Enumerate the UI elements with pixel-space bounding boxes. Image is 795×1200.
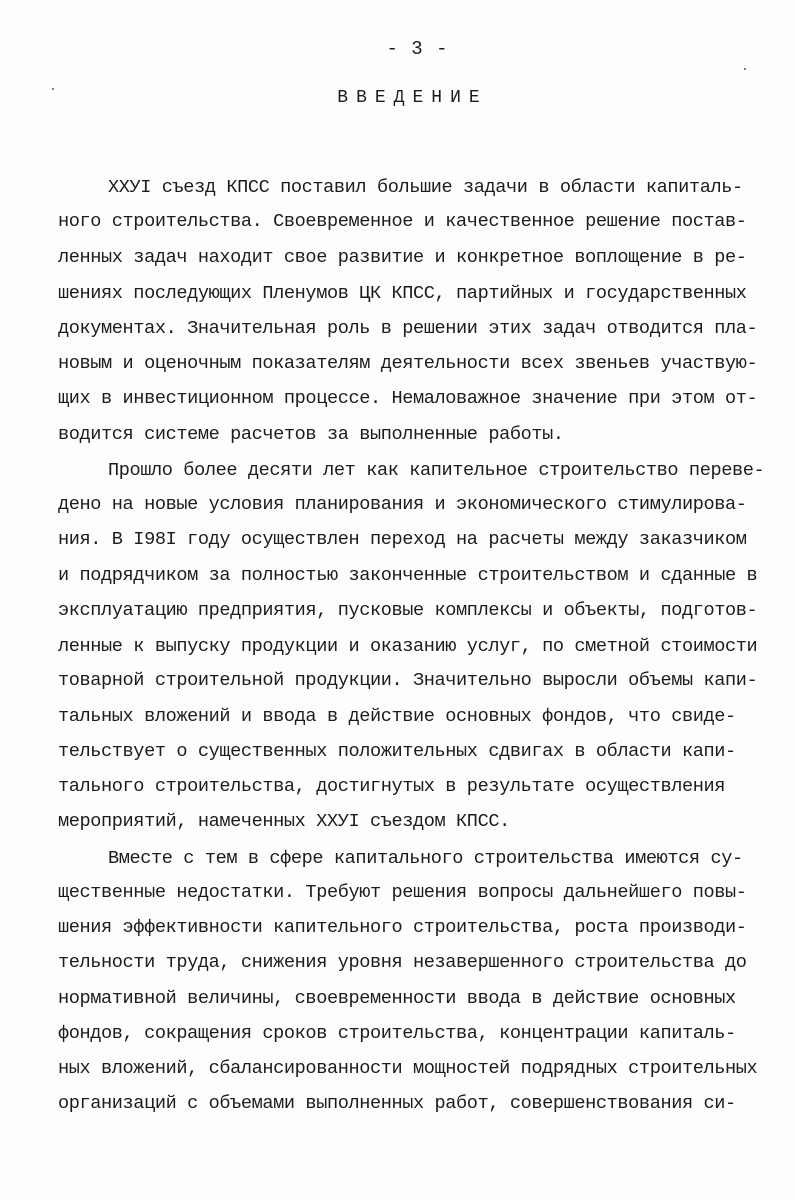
text-line: Прошло более десяти лет как капительное строительство переве-: [108, 460, 765, 481]
text-line: мероприятий, намеченных XXУI съездом КПСС.: [58, 811, 510, 832]
text-line: ния. В I98I году осуществлен переход на расчеты между заказчиком: [58, 529, 747, 550]
text-line: и подрядчиком за полностью законченные строительством и сданные в: [58, 565, 758, 586]
text-line: товарной строительной продукции. Значительно выросли объемы капи-: [58, 670, 758, 691]
text-line: документах. Значительная роль в решении этих задач отводится пла-: [58, 318, 758, 339]
section-heading: ВВЕДЕНИЕ: [337, 88, 488, 108]
text-line: эксплуатацию предприятия, пусковые комплексы и объекты, подготов-: [58, 600, 758, 621]
text-line: ленные к выпуску продукции и оказанию услуг, по сметной стоимости: [58, 636, 758, 657]
text-line: щих в инвестиционном процессе. Немаловажное значение при этом от-: [58, 388, 758, 409]
text-line: дено на новые условия планирования и экономического стимулирова-: [58, 494, 747, 515]
text-line: тельствует о существенных положительных сдвигах в области капи-: [58, 741, 736, 762]
scan-speck: [744, 68, 746, 70]
text-line: нормативной величины, своевременности ввода в действие основных: [58, 988, 736, 1009]
text-line: тального строительства, достигнутых в результате осуществления: [58, 776, 726, 797]
text-line: шениях последующих Пленумов ЦК КПСС, партийных и государственных: [58, 283, 747, 304]
text-line: ленных задач находит свое развитие и конкретное воплощение в ре-: [58, 247, 747, 268]
scan-speck: [52, 88, 54, 90]
text-line: тельности труда, снижения уровня незавершенного строительства до: [58, 952, 747, 973]
text-line: организаций с объемами выполненных работ, совершенствования си-: [58, 1093, 736, 1114]
text-line: щественные недостатки. Требуют решения вопросы дальнейшего повы-: [58, 882, 747, 903]
page-number: - 3 -: [386, 38, 449, 60]
text-line: водится системе расчетов за выполненные работы.: [58, 424, 564, 445]
text-line: ных вложений, сбалансированности мощностей подрядных строительных: [58, 1058, 758, 1079]
text-line: XXУI съезд КПСС поставил большие задачи в области капиталь-: [108, 177, 743, 198]
text-line: Вместе с тем в сфере капитального строительства имеются су-: [108, 848, 743, 869]
text-line: шения эффективности капительного строительства, роста производи-: [58, 917, 747, 938]
text-line: ного строительства. Своевременное и качественное решение постав-: [58, 211, 747, 232]
text-line: фондов, сокращения сроков строительства, концентрации капиталь-: [58, 1023, 736, 1044]
text-line: тальных вложений и ввода в действие основных фондов, что свиде-: [58, 706, 736, 727]
text-line: новым и оценочным показателям деятельности всех звеньев участвую-: [58, 353, 758, 374]
